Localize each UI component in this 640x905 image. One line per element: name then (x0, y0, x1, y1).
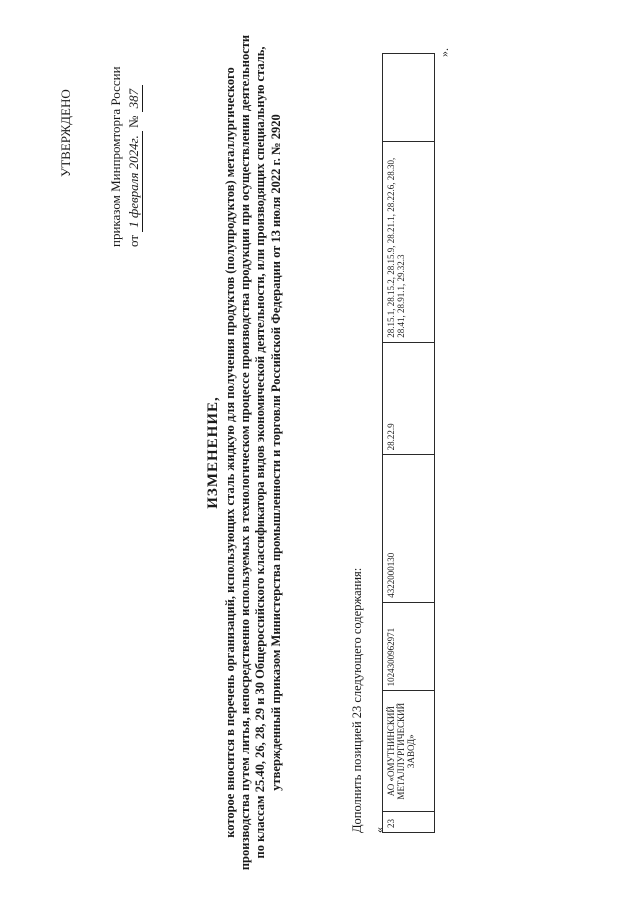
order-date-line (126, 85, 143, 247)
order-reference: приказом Минпромторга России (108, 66, 123, 247)
positions-table (382, 53, 435, 833)
document-subtitle: которое вносится в перечень организаций, использующих сталь жидкую для получения продуктов (полупродуктов) металлургического производства путем литья, непосредственно используемых в технологическом процессе производства продукции при осуществлении деятельности по классам 25.40, 26, 28, 29 и 30 Общероссийского классификатора видов экономической деятельности, или производящих специальную сталь, утвержденный приказом Министерства промышленности и торговли Российской Федерации от 13 июля 2022 г. № 2920 (223, 34, 283, 871)
handwritten-number: 387 (126, 85, 143, 113)
document-title: ИЗМЕНЕНИЕ, (205, 396, 221, 509)
cell-position-number: 23 (383, 812, 435, 833)
cell-empty (383, 54, 435, 142)
cell-okved: 28.22.9 (383, 342, 435, 455)
cell-product-codes: 28.15.1, 28.15.2, 28.15.9, 28.21.1, 28.22.6, 28.30, 28.41, 28.91.1, 29.32.3 (383, 141, 435, 342)
table-row (383, 54, 435, 833)
cell-organization-name: АО «ОМУТНИНСКИЙ МЕТАЛЛУРГИЧЕСКИЙ ЗАВОД» (383, 691, 435, 812)
open-quote: « (372, 827, 386, 833)
handwritten-date: 1 февраля 2024г. (126, 131, 143, 232)
close-quote: ». (437, 48, 451, 57)
approval-stamp-title: УТВЕРЖДЕНО (58, 89, 73, 177)
date-prefix: от (126, 234, 141, 247)
number-prefix: № (126, 115, 141, 128)
cell-inn: 4322000130 (383, 455, 435, 602)
intro-text: Дополнить позицией 23 следующего содержания: (350, 567, 364, 833)
cell-ogrn: 1024300962971 (383, 602, 435, 691)
